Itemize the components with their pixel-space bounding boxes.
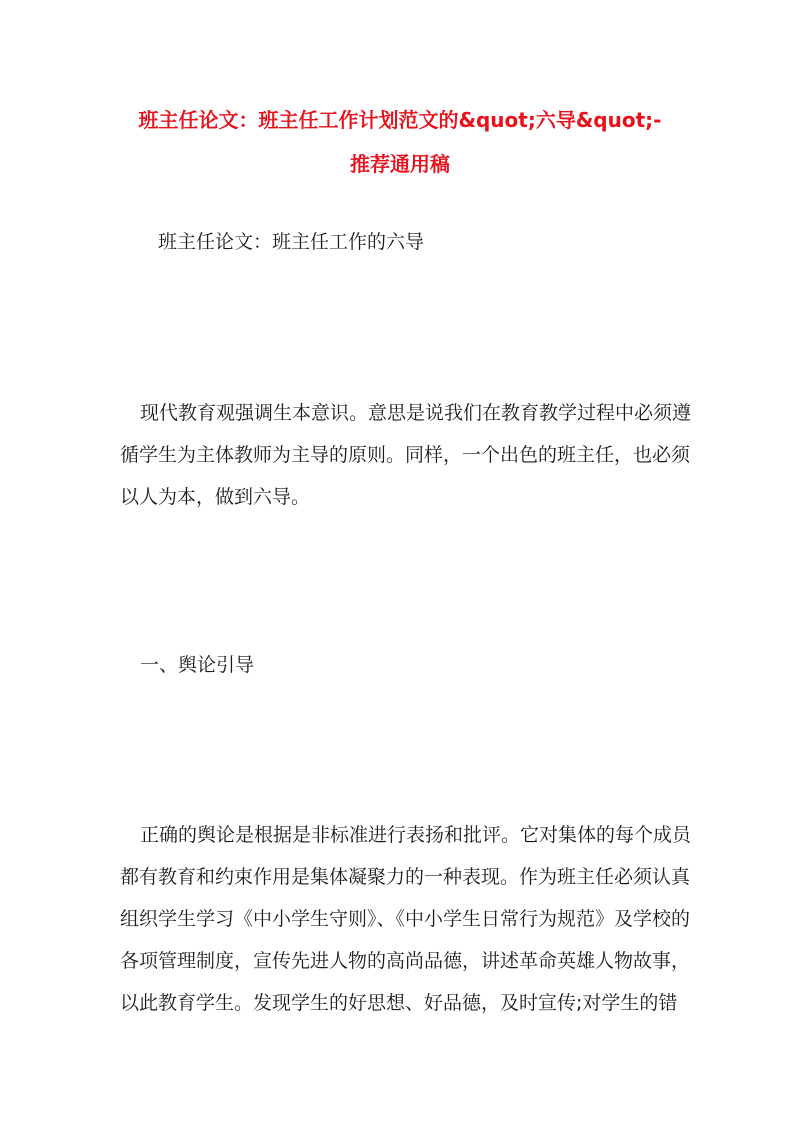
section-heading-1: 一、舆论引导	[140, 654, 255, 676]
document-title-line-1: 班主任论文：班主任工作计划范文的&quot;六导&quot;-	[138, 108, 662, 132]
document-title-line-2: 推荐通用稿	[350, 152, 450, 176]
section1-line-5: 以此教育学生。发现学生的好思想、好品德，及时宣传;对学生的错	[120, 992, 678, 1014]
section1-line-4: 各项管理制度，宣传先进人物的高尚品德，讲述革命英雄人物故事，	[120, 950, 691, 972]
section1-line-1: 正确的舆论是根据是非标准进行表扬和批评。它对集体的每个成员	[140, 824, 692, 846]
intro-line-2: 循学生为主体教师为主导的原则。同样，一个出色的班主任，也必须	[120, 444, 691, 466]
intro-line-1: 现代教育观强调生本意识。意思是说我们在教育教学过程中必须遵	[140, 402, 692, 424]
document-subtitle: 班主任论文：班主任工作的六导	[158, 231, 425, 253]
section1-line-2: 都有教育和约束作用是集体凝聚力的一种表现。作为班主任必须认真	[120, 866, 691, 888]
intro-line-3: 以人为本，做到六导。	[120, 486, 311, 508]
section1-line-3: 组织学生学习《中小学生守则》、《中小学生日常行为规范》及学校的	[120, 908, 691, 930]
